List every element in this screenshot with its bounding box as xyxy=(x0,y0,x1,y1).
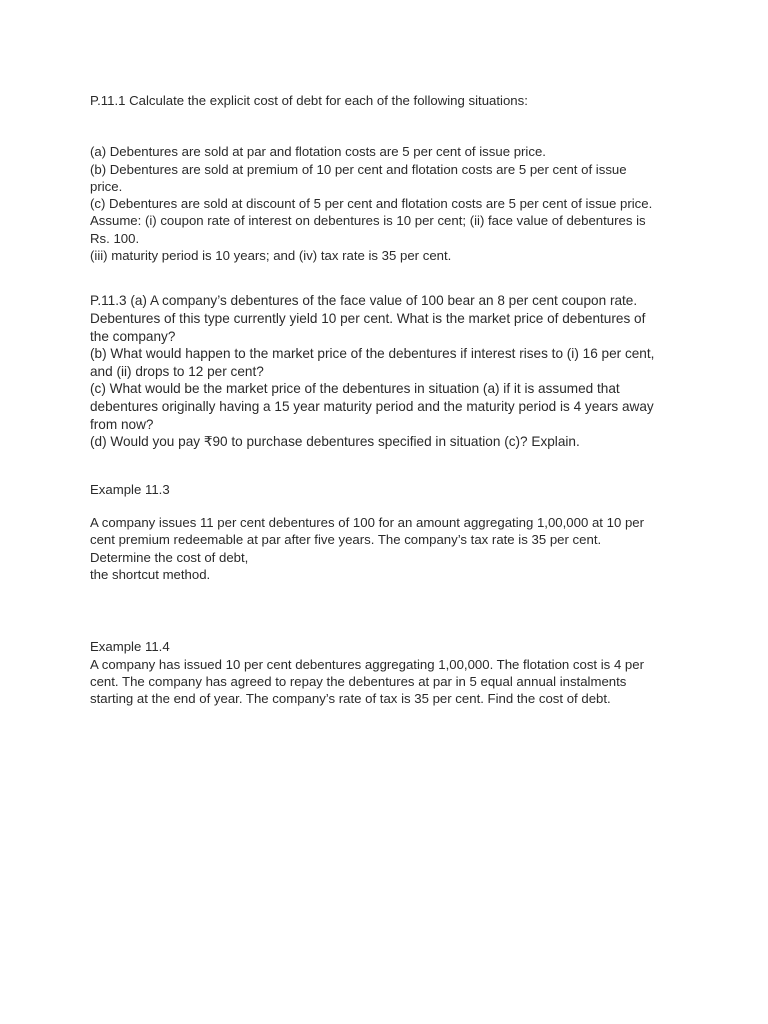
example-11-4-body xyxy=(90,638,680,707)
example-11-4-line: starting at the end of year. The company’s rate of tax is 35 per cent. Find the cost of debt. xyxy=(90,691,611,707)
problem-11-3-line: (c) What would be the market price of the debentures in situation (a) if it is assumed that xyxy=(90,381,620,397)
problem-11-3-line: P.11.3 (a) A company’s debentures of the face value of 100 bear an 8 per cent coupon rate. xyxy=(90,293,638,309)
example-11-4-title: Example 11.4 xyxy=(90,639,170,655)
problem-11-3-line: from now? xyxy=(90,416,154,432)
problem-11-1-line: (b) Debentures are sold at premium of 10 per cent and flotation costs are 5 per cent of issue xyxy=(90,161,627,177)
problem-11-3-line: Debentures of this type currently yield 10 per cent. What is the market price of debentures of xyxy=(90,310,646,326)
example-11-4-line: A company has issued 10 per cent debentures aggregating 1,00,000. The flotation cost is 4 per xyxy=(90,656,644,672)
problem-11-3-line: and (ii) drops to 12 per cent? xyxy=(90,363,264,379)
problem-11-1-line: (c) Debentures are sold at discount of 5 per cent and flotation costs are 5 per cent of issue price. xyxy=(90,196,653,212)
problem-11-1-line: price. xyxy=(90,178,123,194)
example-11-4-line: cent. The company has agreed to repay the debentures at par in 5 equal annual instalments xyxy=(90,673,627,689)
example-11-3-title-block xyxy=(90,481,680,498)
problem-11-1-body xyxy=(90,143,680,264)
problem-11-3-line: (b) What would happen to the market price of the debentures if interest rises to (i) 16 per cent, xyxy=(90,346,655,362)
example-11-3-line: A company issues 11 per cent debentures of 100 for an amount aggregating 1,00,000 at 10 per xyxy=(90,515,645,531)
example-11-3-line: the shortcut method. xyxy=(90,566,211,582)
problem-11-3-body xyxy=(90,292,680,450)
problem-11-1-line: (a) Debentures are sold at par and flotation costs are 5 per cent of issue price. xyxy=(90,144,546,160)
example-11-3-line: cent premium redeemable at par after five years. The company’s tax rate is 35 per cent. xyxy=(90,532,602,548)
example-11-3-title: Example 11.3 xyxy=(90,481,170,497)
example-11-3-body xyxy=(90,514,680,583)
problem-11-3-line: (d) Would you pay ₹90 to purchase debentures specified in situation (c)? Explain. xyxy=(90,434,580,450)
example-11-3-line: Determine the cost of debt, xyxy=(90,549,249,565)
document-page xyxy=(90,92,680,707)
problem-11-1-line: (iii) maturity period is 10 years; and (iv) tax rate is 35 per cent. xyxy=(90,248,452,264)
problem-11-3-line: the company? xyxy=(90,328,176,344)
problem-11-1-heading-block xyxy=(90,92,680,109)
problem-11-1-line: Rs. 100. xyxy=(90,230,140,246)
problem-11-3-line: debentures originally having a 15 year maturity period and the maturity period is 4 years away xyxy=(90,398,654,414)
problem-11-1-heading: P.11.1 Calculate the explicit cost of debt for each of the following situations: xyxy=(90,93,528,108)
problem-11-1-line: Assume: (i) coupon rate of interest on debentures is 10 per cent; (ii) face value of debentures is xyxy=(90,213,646,229)
